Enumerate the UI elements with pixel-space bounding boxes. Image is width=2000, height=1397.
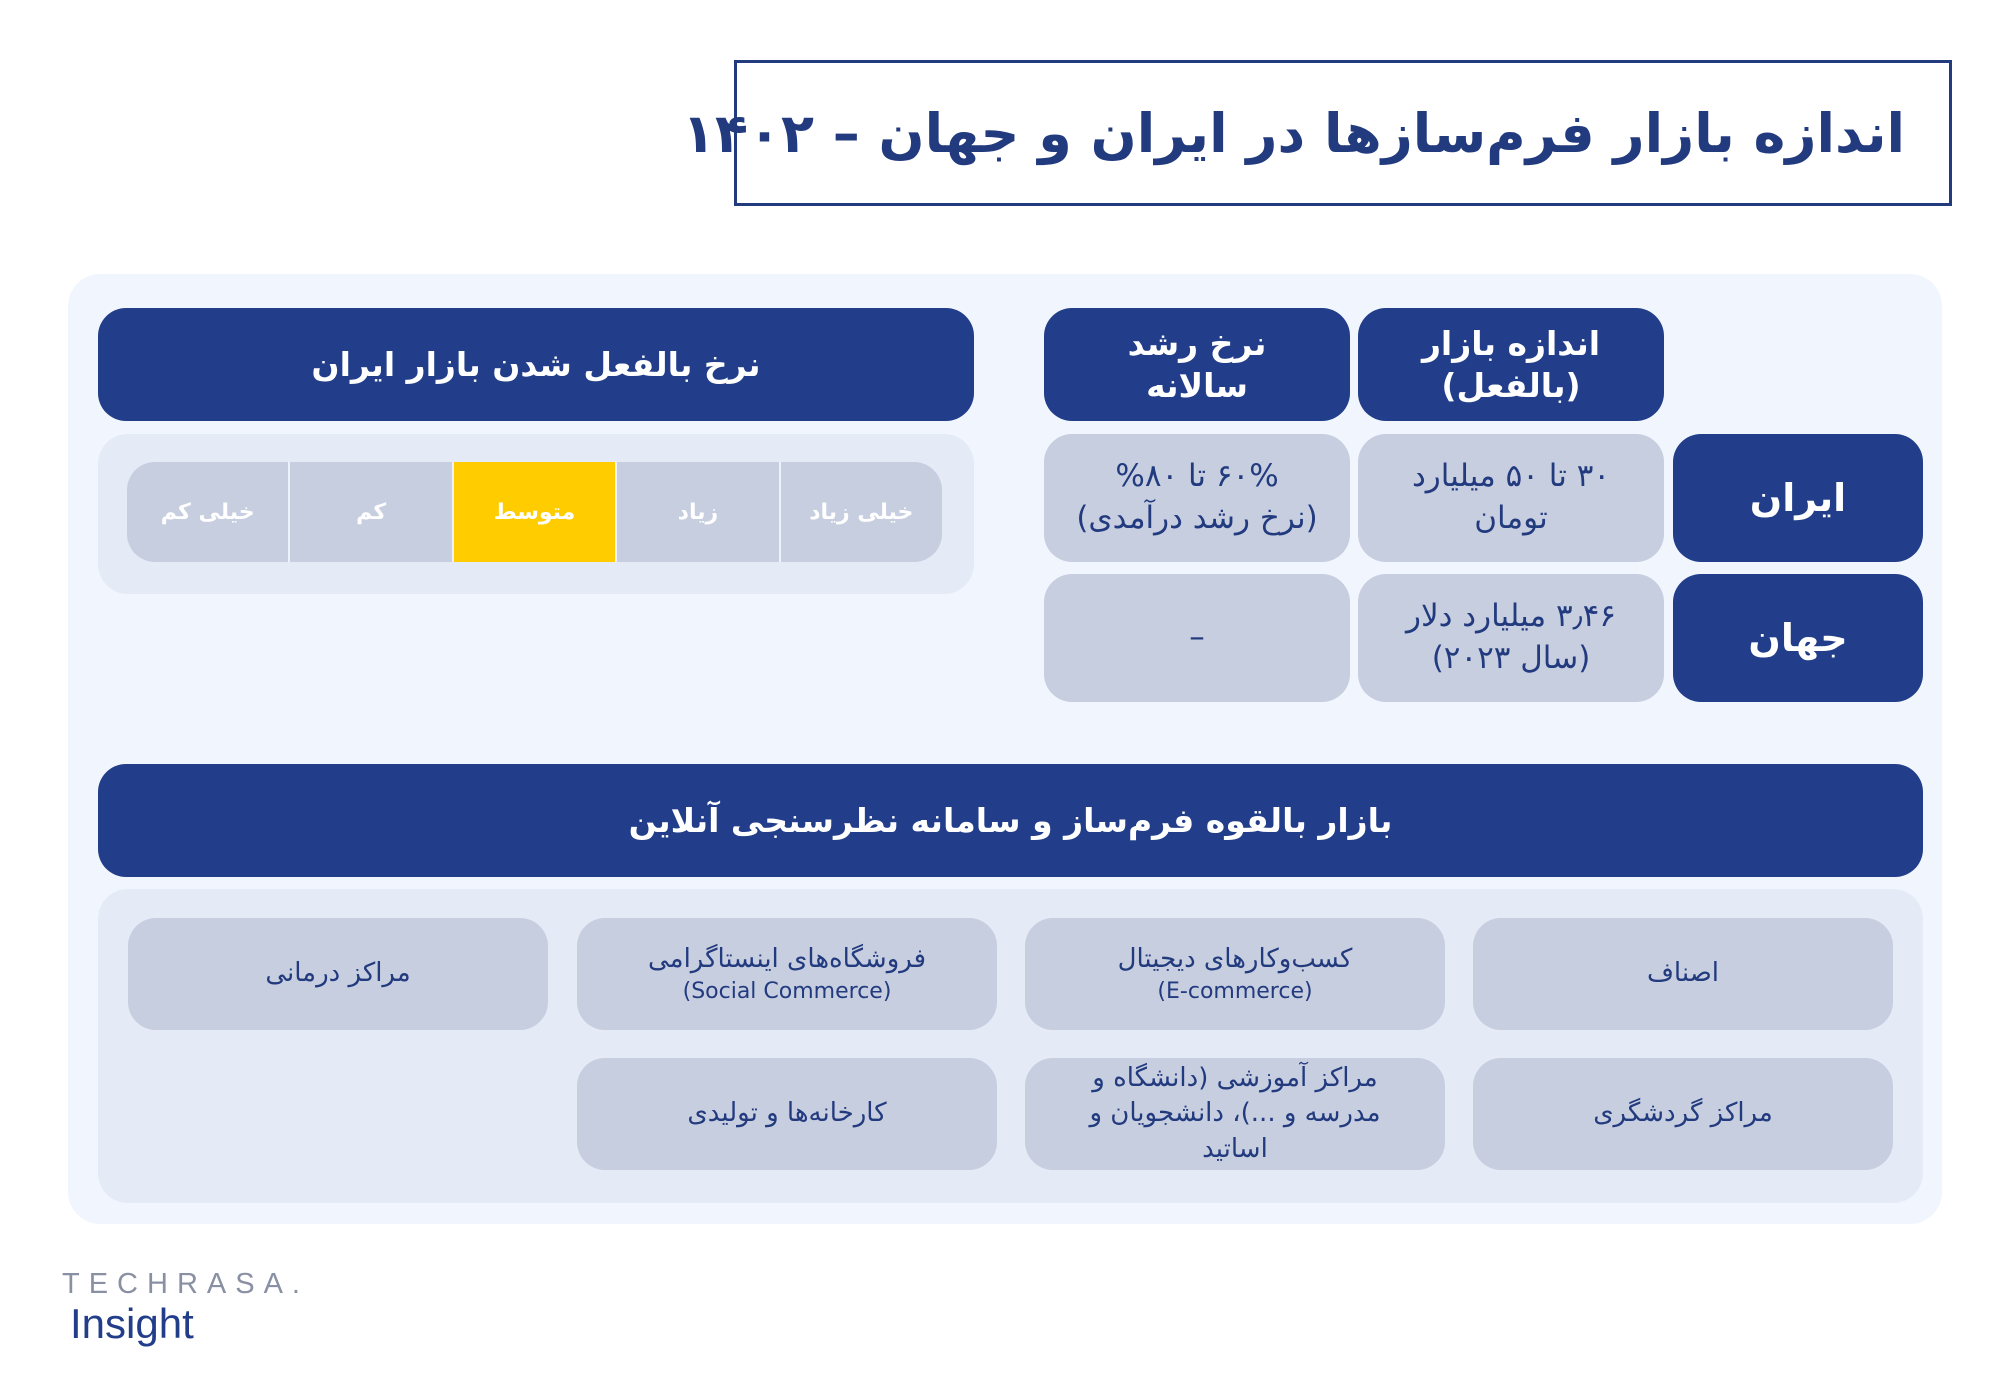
iran-growth-cell (1044, 434, 1350, 562)
potential-item-instagram-shops-en: (Social Commerce) (682, 978, 892, 1004)
market-size-header-line1: اندازه بازار (1421, 324, 1601, 364)
row-label-world (1673, 574, 1923, 702)
actualization-title: نرخ بالفعل شدن بازار ایران (311, 345, 761, 384)
growth-header-line2: سالانه (1146, 365, 1248, 405)
potential-item-tourism-centers (1473, 1058, 1893, 1170)
market-size-header-line2: (بالفعل) (1441, 365, 1581, 405)
potential-item-factories (577, 1058, 997, 1170)
brand-product-name: Insight (70, 1300, 194, 1347)
potential-item-education-centers-text: مراکز آموزشی (دانشگاه و مدرسه و ...)، دانشجویان و اساتید (1089, 1063, 1381, 1164)
row-label-world-text: جهان (1748, 616, 1848, 660)
growth-rate-header (1044, 308, 1350, 421)
potential-item-digital-business-en: (E-commerce) (1157, 978, 1313, 1004)
potential-item-digital-business-text: کسب‌وکارهای دیجیتال (1117, 943, 1353, 974)
potential-item-digital-business (1025, 918, 1445, 1030)
iran-market-size-cell (1358, 434, 1664, 562)
potential-item-guilds-text: اصناف (1646, 958, 1720, 989)
market-size-header (1358, 308, 1664, 421)
world-growth-cell (1044, 574, 1350, 702)
world-market-size-cell (1358, 574, 1664, 702)
potential-item-instagram-shops-text: فروشگاه‌های اینستاگرامی (647, 943, 927, 974)
row-label-iran-text: ایران (1749, 476, 1847, 520)
scale-level-very-low: خیلی کم (127, 462, 288, 562)
potential-item-instagram-shops (577, 918, 997, 1030)
world-size-line2: (سال ۲۰۲۳) (1431, 640, 1591, 676)
actualization-header (98, 308, 974, 421)
potential-item-guilds (1473, 918, 1893, 1030)
world-size-line1: ۳٫۴۶ میلیارد دلار (1406, 598, 1616, 635)
iran-size-line1: ۳۰ تا ۵۰ میلیارد (1411, 458, 1611, 495)
scale-level-medium-selected: متوسط (452, 462, 615, 562)
potential-item-factories-text: کارخانه‌ها و تولیدی (687, 1098, 887, 1129)
brand-logo: TECHRASA. (62, 1268, 309, 1300)
page-title: اندازه بازار فرم‌سازها در ایران و جهان – ۱۴۰۲ (682, 101, 1905, 165)
scale-level-high: زیاد (615, 462, 778, 562)
potential-market-header (98, 764, 1923, 877)
iran-growth-line2: (نرخ رشد درآمدی) (1076, 500, 1318, 536)
row-label-iran (1673, 434, 1923, 562)
potential-item-medical-centers-text: مراکز درمانی (265, 958, 411, 989)
potential-item-tourism-centers-text: مراکز گردشگری (1593, 1098, 1773, 1129)
potential-item-education-centers (1025, 1058, 1445, 1170)
title-box (682, 60, 1952, 206)
scale-level-low: کم (288, 462, 451, 562)
world-growth-line1: – (1189, 619, 1205, 656)
actualization-scale (127, 462, 942, 562)
iran-size-line2: تومان (1474, 500, 1548, 536)
potential-item-medical-centers (128, 918, 548, 1030)
scale-level-very-high: خیلی زیاد (779, 462, 942, 562)
potential-market-title: بازار بالقوه فرم‌ساز و سامانه نظرسنجی آنلاین (628, 801, 1393, 840)
growth-header-line1: نرخ رشد (1127, 324, 1267, 364)
iran-growth-line1: ۶۰% تا ۸۰% (1115, 458, 1279, 495)
